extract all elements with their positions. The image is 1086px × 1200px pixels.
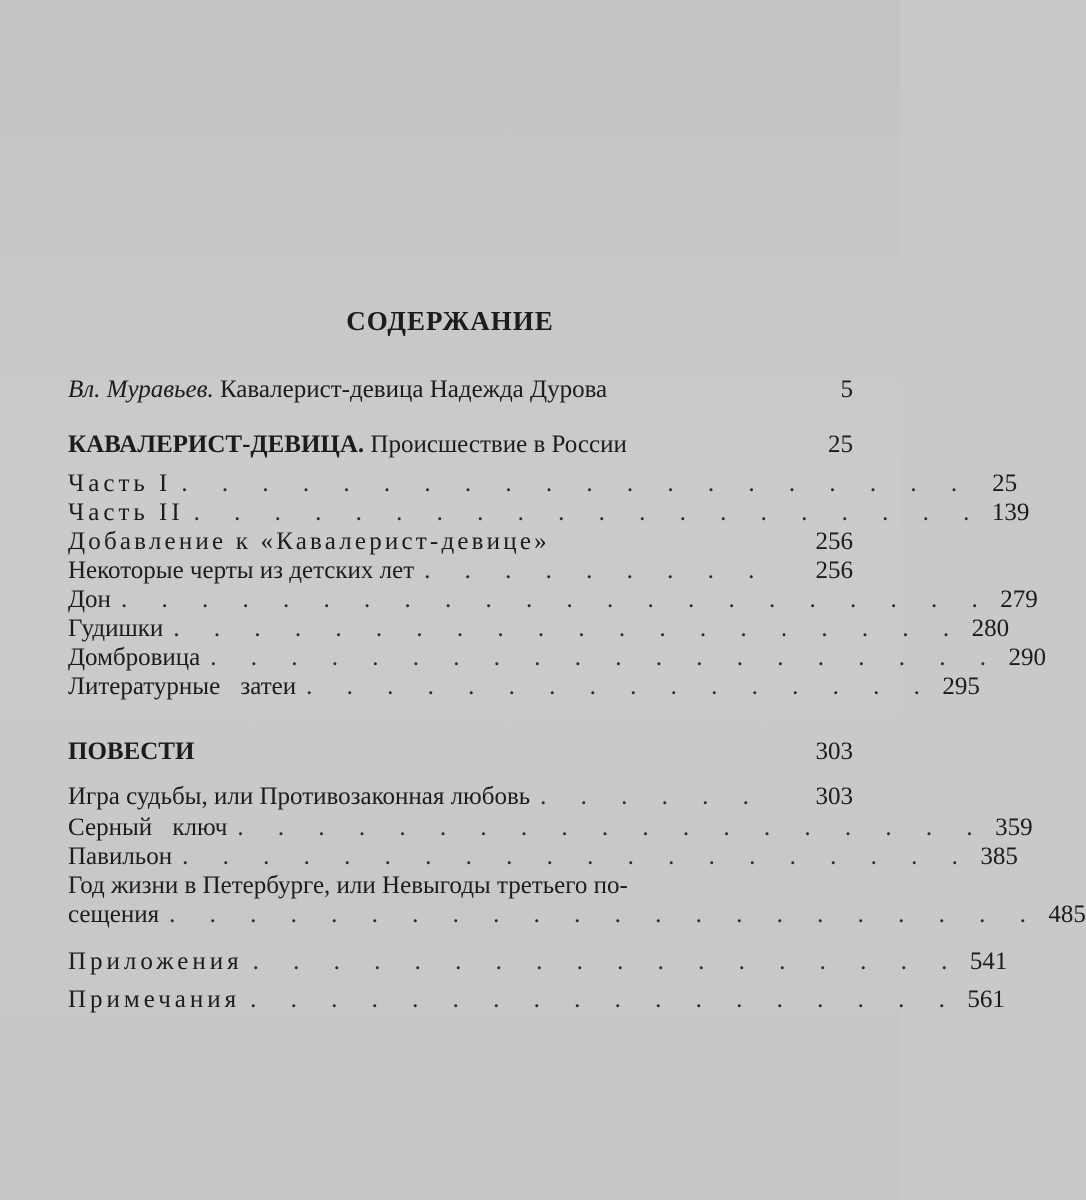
toc-entry-notes (68, 984, 1005, 1016)
dot-leader: . . . . . . . . . . . . . . . . . . . (237, 814, 987, 841)
intro-author: Вл. Муравьев. (68, 376, 214, 403)
page-number: 279 (1000, 586, 1038, 613)
toc-entry-continuation (68, 899, 1086, 931)
toc-entry-label: Гудишки (68, 615, 164, 642)
dot-leader: . . . . . . . . . . . . . . . . (306, 673, 934, 700)
part1-heading: КАВАЛЕРИСТ-ДЕВИЦА. (68, 431, 365, 458)
page-number: 290 (1008, 644, 1047, 671)
dot-leader: . . . . . . . . . . . . . . . . . . . . (181, 470, 972, 497)
page-number: 295 (942, 673, 980, 700)
part2-heading: ПОВЕСТИ (68, 738, 195, 765)
dot-leader: . . . . . . . . . (424, 557, 769, 584)
toc-entry (68, 468, 1018, 500)
page-number: 303 (815, 738, 853, 765)
dot-leader: . . . . . . . . . . . . . . . . . . (252, 948, 962, 975)
dot-leader: . . . . . . . . . . . . . . . . . . . . (182, 843, 972, 870)
page-number: 359 (995, 814, 1033, 841)
toc-entry (68, 497, 1030, 529)
page-number: 139 (991, 499, 1030, 526)
toc-entry-label: Литературные затеи (68, 673, 297, 700)
dot-leader: . . . . . . . . . . . . . . . . . . (250, 986, 959, 1013)
toc-entry-label: сещения (68, 901, 160, 928)
page-number: 541 (969, 948, 1008, 975)
page-number: 303 (815, 783, 853, 810)
toc-entry (68, 870, 853, 902)
dot-leader: . . . . . . . . . . . . . . . . . . . . (210, 644, 1001, 671)
toc-entry (68, 613, 1010, 645)
toc-entry (68, 584, 1038, 616)
toc-entry-label: Часть I (68, 470, 172, 497)
page-number: 256 (815, 557, 853, 584)
toc-entry (68, 526, 853, 558)
toc-entry (68, 812, 1033, 844)
toc-entry-appendix (68, 946, 1008, 978)
dot-leader: . . . . . . (540, 783, 763, 810)
toc-entry (68, 781, 853, 813)
page-number: 280 (971, 615, 1010, 642)
dot-leader: . . . . . . . . . . . . . . . . . . . . . . (120, 586, 992, 613)
toc-entry-label: Некоторые черты из детских лет (68, 557, 415, 584)
toc-entry-intro (68, 374, 853, 406)
intro-title: Кавалерист-девица Надежда Дурова (219, 376, 608, 403)
toc-entry-label (68, 429, 627, 461)
toc-entry-label: Игра судьбы, или Противозаконная любовь (68, 783, 531, 810)
page-number: 5 (840, 376, 853, 403)
toc-entry-label: Год жизни в Петербурге, или Невыгоды третьего по- (68, 872, 628, 899)
toc-entry-label: Дон (68, 586, 111, 613)
toc-entry (68, 841, 1018, 873)
page-number: 25 (992, 470, 1018, 497)
toc-entry-label: Павильон (68, 843, 173, 870)
page-number: 256 (815, 528, 853, 555)
toc-heading: СОДЕРЖАНИЕ (346, 306, 554, 336)
dot-leader: . . . . . . . . . . . . . . . . . . . . (193, 499, 984, 526)
page-number: 485 (1048, 901, 1086, 928)
toc-entry-label: Добавление к «Кавалерист-девице» (68, 528, 550, 555)
toc-entry-label: Серный ключ (68, 814, 228, 841)
dot-leader: . . . . . . . . . . . . . . . . . . . . (173, 615, 964, 642)
page-number: 385 (980, 843, 1018, 870)
toc-section-part2 (68, 736, 853, 768)
part1-subtitle: Происшествие в России (370, 431, 627, 458)
dot-leader: . . . . . . . . . . . . . . . . . . . . . . (169, 901, 1040, 928)
toc-entry-label: Часть II (68, 499, 184, 526)
toc-entry (68, 671, 980, 703)
toc-entry-label (68, 374, 607, 406)
toc-entry (68, 555, 853, 587)
toc-entry-label: Домбровица (68, 644, 201, 671)
toc-entry (68, 642, 1047, 674)
toc-entry-label: Приложения (68, 948, 243, 975)
page-number: 561 (967, 986, 1005, 1013)
toc-entry-label: Примечания (68, 986, 241, 1013)
toc-section-part1 (68, 429, 853, 461)
page-number: 25 (828, 431, 853, 458)
